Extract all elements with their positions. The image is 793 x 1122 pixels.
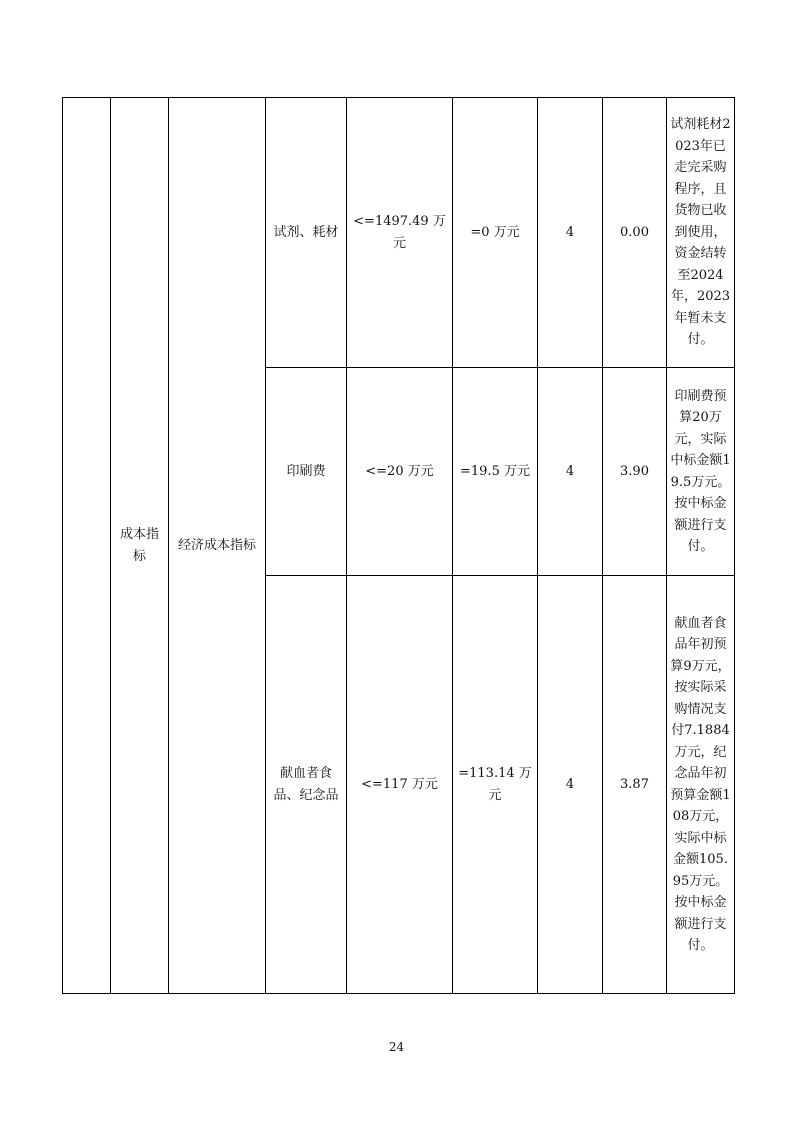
target-value-cell: <=20 万元: [347, 368, 453, 576]
actual-value-cell: =0 万元: [453, 98, 538, 368]
level2-indicator-cell: 成本指标: [111, 98, 169, 994]
table-row: [63, 98, 735, 368]
page-number: 24: [388, 1040, 405, 1054]
indicator-name-cell: 试剂、耗材: [266, 98, 347, 368]
weight-cell: 4: [538, 576, 603, 994]
level3-indicator-cell: 经济成本指标: [169, 98, 266, 994]
weight-cell: 4: [538, 98, 603, 368]
target-value-cell: <=117 万元: [347, 576, 453, 994]
indicator-name-cell: 印刷费: [266, 368, 347, 576]
performance-table: [62, 97, 735, 994]
deviation-note-cell: 印刷费预算20万元，实际中标金额19.5万元。按中标金额进行支付。: [667, 368, 735, 576]
score-cell: 3.90: [603, 368, 667, 576]
weight-cell: 4: [538, 368, 603, 576]
level1-indicator-cell: [63, 98, 111, 994]
indicator-name-cell: 献血者食品、纪念品: [266, 576, 347, 994]
deviation-note-cell: 试剂耗材2023年已走完采购程序，且货物已收到使用，资金结转至2024年，2023年暂未支付。: [667, 98, 735, 368]
score-cell: 3.87: [603, 576, 667, 994]
target-value-cell: <=1497.49 万元: [347, 98, 453, 368]
actual-value-cell: =19.5 万元: [453, 368, 538, 576]
score-cell: 0.00: [603, 98, 667, 368]
actual-value-cell: =113.14 万元: [453, 576, 538, 994]
deviation-note-cell: 献血者食品年初预算9万元，按实际采购情况支付7.1884万元，纪念品年初预算金额108万元，实际中标金额105.95万元。按中标金额进行支付。: [667, 576, 735, 994]
